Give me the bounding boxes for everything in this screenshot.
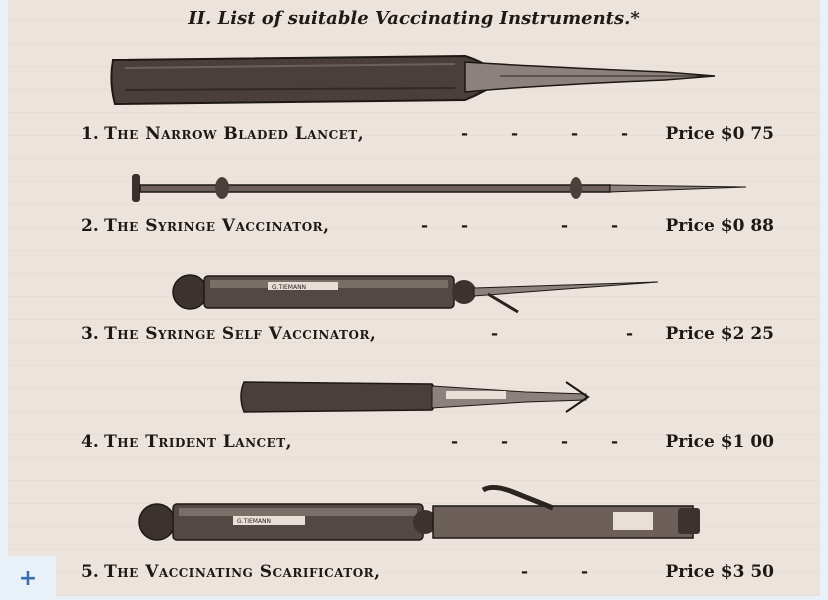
item-name: The Syringe Vaccinator, — [104, 216, 330, 236]
item-name: The Syringe Self Vaccinator, — [104, 324, 377, 344]
maker-mark: G.TIEMANN — [237, 518, 272, 525]
document-page — [8, 0, 820, 596]
trident-lancet-illustration — [236, 372, 606, 422]
item-number: 4. — [81, 432, 99, 452]
syringe-vaccinator-illustration — [126, 168, 766, 210]
narrow-bladed-lancet-illustration — [105, 42, 745, 114]
item-price: Price $3 50 — [665, 562, 774, 582]
list-item: 3. The Syringe Self Vaccinator, - - Price $2 25 — [81, 324, 774, 344]
item-name: The Vaccinating Scarificator, — [104, 562, 381, 582]
list-item: 1. The Narrow Bladed Lancet, - - - - Price $0 75 — [81, 124, 774, 144]
item-name: The Narrow Bladed Lancet, — [104, 124, 365, 144]
item-name: The Trident Lancet, — [104, 432, 293, 452]
syringe-self-vaccinator-illustration — [168, 262, 678, 322]
page-heading: II. List of suitable Vaccinating Instruments.* — [188, 8, 640, 29]
list-item: 5. The Vaccinating Scarificator, - - Price $3 50 — [81, 562, 774, 582]
vaccinating-scarificator-illustration — [133, 482, 708, 552]
item-number: 3. — [81, 324, 99, 344]
maker-mark: G.TIEMANN — [272, 284, 307, 291]
add-button[interactable]: + — [0, 556, 56, 600]
item-number: 5. — [81, 562, 99, 582]
item-price: Price $2 25 — [665, 324, 774, 344]
item-price: Price $1 00 — [665, 432, 774, 452]
list-item: 4. The Trident Lancet, - - - - Price $1 00 — [81, 432, 774, 452]
item-number: 2. — [81, 216, 99, 236]
list-item: 2. The Syringe Vaccinator, - - - - Price $0 88 — [81, 216, 774, 236]
item-price: Price $0 75 — [665, 124, 774, 144]
item-number: 1. — [81, 124, 99, 144]
item-price: Price $0 88 — [665, 216, 774, 236]
